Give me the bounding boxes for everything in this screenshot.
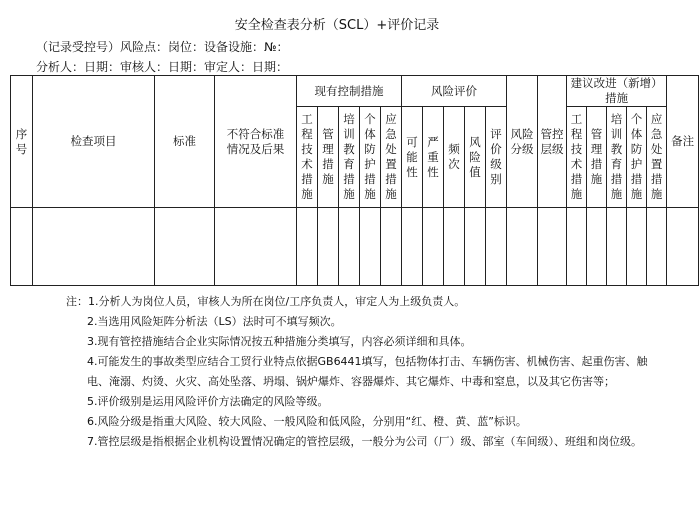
header-seq: 序号 xyxy=(11,76,33,208)
cell-existing-ppe[interactable] xyxy=(360,208,381,286)
cell-seq[interactable] xyxy=(11,208,33,286)
cell-suggest-ppe[interactable] xyxy=(627,208,647,286)
cell-existing-management[interactable] xyxy=(318,208,339,286)
cell-control-level[interactable] xyxy=(538,208,567,286)
note-5: 5.评价级别是运用风险评价方法确定的风险等级。 xyxy=(87,395,329,408)
header-existing-ppe: 个体防护措施 xyxy=(360,107,381,208)
note-3: 3.现有管控措施结合企业实际情况按五种措施分类填写，内容必须详细和具体。 xyxy=(87,335,472,348)
cell-risk-frequency[interactable] xyxy=(444,208,465,286)
header-existing-emergency: 应急处置措施 xyxy=(381,107,402,208)
cell-suggest-emergency[interactable] xyxy=(647,208,667,286)
cell-risk-grade[interactable] xyxy=(486,208,507,286)
cell-standard[interactable] xyxy=(155,208,215,286)
header-remark: 备注 xyxy=(667,76,699,208)
notes-section xyxy=(66,292,666,452)
header-suggest-engineering: 工程技术措施 xyxy=(567,107,587,208)
cell-suggest-training[interactable] xyxy=(607,208,627,286)
header-existing-group: 现有控制措施 xyxy=(297,76,402,107)
note-6: 6.风险分级是指重大风险、较大风险、一般风险和低风险，分别用“红、橙、黄、蓝”标识。 xyxy=(87,415,527,428)
cell-risk-value[interactable] xyxy=(465,208,486,286)
cell-nonconform[interactable] xyxy=(215,208,297,286)
header-risk-value: 风险值 xyxy=(465,107,486,208)
header-risk-frequency: 频次 xyxy=(444,107,465,208)
header-suggest-ppe: 个体防护措施 xyxy=(627,107,647,208)
cell-item[interactable] xyxy=(33,208,155,286)
header-control-level: 管控层级 xyxy=(538,76,567,208)
cell-risk-level[interactable] xyxy=(507,208,538,286)
scl-table xyxy=(10,75,699,286)
signoff-meta-line: 分析人：日期：审核人：日期：审定人：日期： xyxy=(36,60,289,74)
cell-suggest-management[interactable] xyxy=(587,208,607,286)
header-risk-level: 风险分级 xyxy=(507,76,538,208)
note-4: 4.可能发生的事故类型应结合工贸行业特点依据GB6441填写，包括物体打击、车辆伤害、机械伤害、起重伤害、触电、淹溺、灼烫、火灾、高处坠落、坍塌、锅炉爆炸、容器爆炸、其它爆炸、中毒和窒息，以及其它伤害等； xyxy=(87,355,648,388)
header-existing-engineering: 工程技术措施 xyxy=(297,107,318,208)
cell-suggest-engineering[interactable] xyxy=(567,208,587,286)
cell-existing-engineering[interactable] xyxy=(297,208,318,286)
cell-existing-training[interactable] xyxy=(339,208,360,286)
header-standard: 标准 xyxy=(155,76,215,208)
header-existing-training: 培训教育措施 xyxy=(339,107,360,208)
header-suggest-management: 管理措施 xyxy=(587,107,607,208)
header-risk-group: 风险评价 xyxy=(402,76,507,107)
header-risk-severity: 严重性 xyxy=(423,107,444,208)
header-nonconform: 不符合标准情况及后果 xyxy=(215,76,297,208)
page-title: 安全检查表分析（SCL）+评价记录 xyxy=(234,18,440,33)
header-suggest-training: 培训教育措施 xyxy=(607,107,627,208)
record-meta-line: （记录受控号）风险点：岗位：设备设施：№： xyxy=(36,40,289,54)
header-suggest-emergency: 应急处置措施 xyxy=(647,107,667,208)
cell-risk-likelihood[interactable] xyxy=(402,208,423,286)
table-row xyxy=(11,208,699,286)
header-risk-grade: 评价级别 xyxy=(486,107,507,208)
cell-existing-emergency[interactable] xyxy=(381,208,402,286)
header-suggest-group: 建议改进（新增）措施 xyxy=(567,76,667,107)
note-7: 7.管控层级是指根据企业机构设置情况确定的管控层级，一般分为公司（厂）级、部室（车间级）、班组和岗位级。 xyxy=(87,435,642,448)
note-1: 注：1.分析人为岗位人员，审核人为所在岗位/工序负责人，审定人为上级负责人。 xyxy=(66,295,466,308)
header-risk-likelihood: 可能性 xyxy=(402,107,423,208)
cell-remark[interactable] xyxy=(667,208,699,286)
header-item: 检查项目 xyxy=(33,76,155,208)
cell-risk-severity[interactable] xyxy=(423,208,444,286)
note-2: 2.当选用风险矩阵分析法（LS）法时可不填写频次。 xyxy=(87,315,342,328)
header-existing-management: 管理措施 xyxy=(318,107,339,208)
